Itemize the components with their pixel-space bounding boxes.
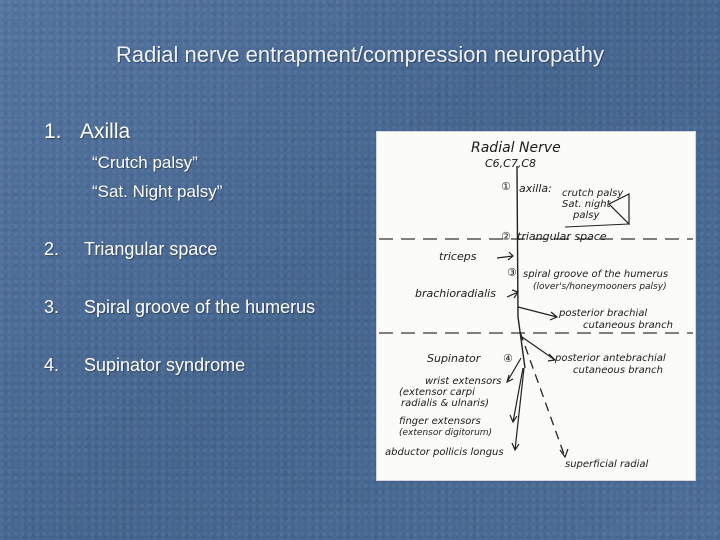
triceps-arrow	[497, 252, 513, 260]
item-1-label: Axilla	[80, 120, 131, 143]
item-1-sub-2: “Sat. Night palsy”	[92, 182, 223, 201]
radial-nerve-diagram	[376, 131, 696, 481]
diagram-roots: C6,C7,C8	[485, 157, 537, 170]
item-2-number: 2.	[44, 239, 60, 259]
slide-title: Radial nerve entrapment/compression neuropathy	[116, 42, 604, 67]
label-spiral-groove: spiral groove of the humerus	[523, 269, 669, 280]
marker-3: ③	[507, 266, 517, 279]
label-post-brachial-1: posterior brachial	[559, 308, 648, 319]
label-crutch-palsy: crutch palsy	[562, 188, 624, 199]
triangular-space-underline	[565, 224, 629, 227]
label-triangular-space: triangular space	[517, 230, 607, 243]
label-post-antebrachial-1: posterior antebrachial	[555, 353, 666, 364]
label-brachioradialis: brachioradialis	[415, 287, 496, 300]
label-finger-extensors-1: finger extensors	[399, 416, 481, 427]
label-axilla: axilla:	[519, 182, 552, 195]
diagram-drawing	[377, 132, 695, 480]
label-wrist-extensors-3: radialis & ulnaris)	[401, 398, 489, 409]
abductor-arrow	[512, 368, 524, 450]
label-finger-extensors-2: (extensor digitorum)	[399, 428, 493, 438]
brachioradialis-arrow	[507, 290, 518, 298]
label-abductor: abductor pollicis longus	[385, 447, 504, 458]
marker-4: ④	[503, 352, 513, 365]
label-lovers-palsy: (lover's/honeymooners palsy)	[533, 282, 667, 292]
item-4-label: Supinator syndrome	[84, 355, 246, 375]
label-palsy: palsy	[573, 210, 600, 221]
post-antebrachial-arrow	[522, 337, 555, 361]
label-triceps: triceps	[439, 250, 477, 263]
post-brachial-arrow	[518, 307, 557, 320]
diagram-title: Radial Nerve	[471, 140, 561, 156]
item-4-number: 4.	[44, 355, 60, 375]
label-wrist-extensors-1: wrist extensors	[425, 376, 502, 387]
item-2-label: Triangular space	[84, 239, 218, 259]
label-wrist-extensors-2: (extensor carpi	[399, 387, 475, 398]
item-3-number: 3.	[44, 297, 60, 317]
label-post-antebrachial-2: cutaneous branch	[573, 365, 663, 376]
item-1-sub-1: “Crutch palsy”	[92, 153, 198, 172]
item-1-number: 1.	[44, 120, 62, 143]
item-3-label: Spiral groove of the humerus	[84, 297, 316, 317]
marker-2: ②	[501, 230, 511, 243]
label-supinator: Supinator	[427, 352, 481, 365]
label-post-brachial-2: cutaneous branch	[583, 320, 673, 331]
label-superficial-radial: superficial radial	[565, 459, 649, 470]
label-sat-night: Sat. night	[562, 199, 611, 210]
marker-1: ①	[501, 180, 511, 193]
